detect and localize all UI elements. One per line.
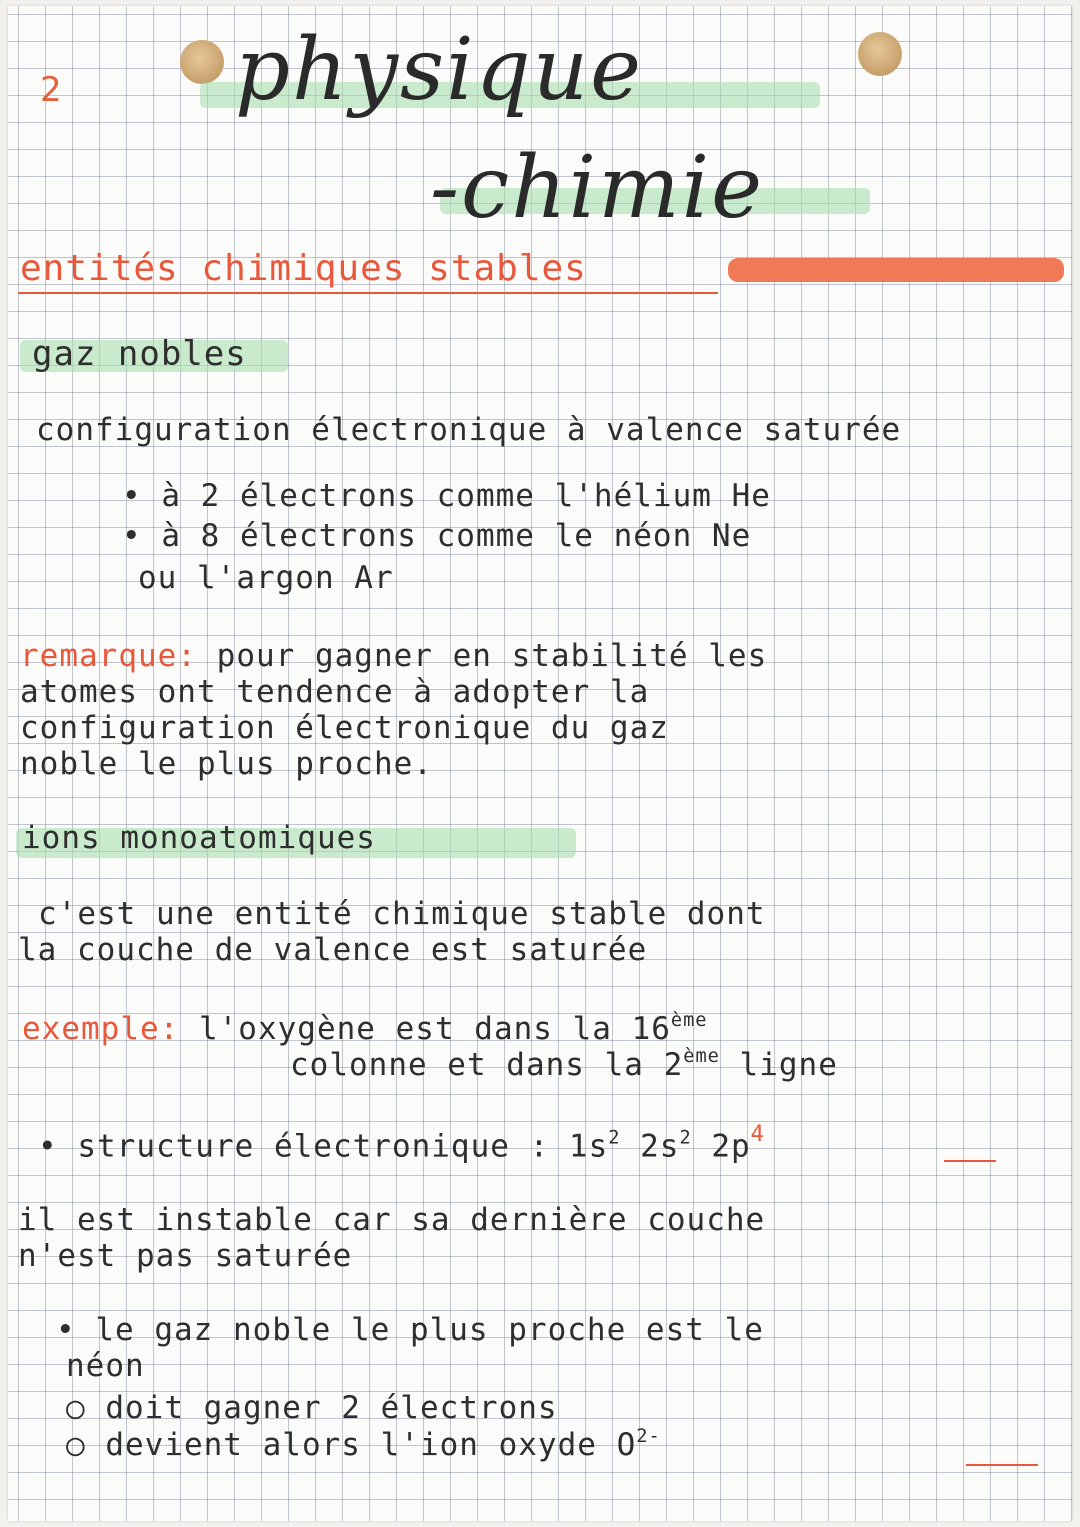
section-heading: entités chimiques stables — [20, 248, 587, 289]
example-label: exemple: — [22, 1011, 180, 1048]
superscript: ème — [683, 1046, 720, 1067]
structure-underline — [944, 1160, 996, 1162]
unstable-line2: n'est pas saturée — [18, 1238, 353, 1274]
example-text: ligne — [719, 1047, 838, 1084]
section-heading-underline — [18, 292, 718, 294]
step-text: devient alors l'ion oxyde O — [105, 1427, 637, 1464]
structure-text: 2p — [691, 1128, 751, 1165]
page-title-line2: -chimie — [430, 138, 765, 238]
binder-hole-left — [180, 40, 224, 84]
remark-label: remarque: — [20, 638, 197, 674]
remark-text: pour gagner en stabilité les — [216, 638, 768, 674]
structure-text: 2s — [620, 1128, 680, 1165]
example-line1 — [22, 1010, 708, 1047]
structure-text: structure électronique : 1s — [77, 1128, 609, 1165]
remark-line1 — [20, 638, 767, 674]
step-item: ○ devient alors l'ion oxyde $O^{2-}$ — [66, 1426, 661, 1464]
noble-gases-definition: configuration électronique à valence saturée — [36, 412, 902, 448]
ion-charge: 2- — [636, 1426, 661, 1447]
superscript: 4 — [750, 1122, 765, 1147]
example-text: l'oxygène est dans la 16 — [198, 1011, 671, 1048]
closest-line1: • le gaz noble le plus proche est le — [56, 1312, 764, 1348]
bullet-text: à 8 électrons comme le néon Ne — [161, 518, 752, 554]
superscript: 2 — [679, 1127, 692, 1149]
bullet-text: à 2 électrons comme l'hélium He — [161, 478, 771, 514]
ion-underline — [966, 1464, 1038, 1466]
bullet-item: • à 8 électrons comme le néon Ne — [122, 518, 752, 554]
example-text: colonne et dans la 2 — [290, 1047, 684, 1084]
remark-line2: atomes ont tendence à adopter la — [20, 674, 650, 710]
binder-hole-right — [858, 32, 902, 76]
closest-text: le gaz noble le plus proche est le — [95, 1312, 764, 1348]
ions-line2: la couche de valence est saturée — [18, 932, 648, 968]
unstable-line1: il est instable car sa dernière couche — [18, 1202, 766, 1238]
remark-line4: noble le plus proche. — [20, 746, 433, 782]
ions-heading: ions monoatomiques — [22, 820, 376, 856]
ions-line1: c'est une entité chimique stable dont — [38, 896, 766, 932]
page-title-line1: physique — [235, 20, 643, 120]
electron-structure: • structure électronique : $1s^2$ $2s^2$ $2p^4$ — [38, 1122, 765, 1165]
superscript: 2 — [608, 1127, 621, 1149]
noble-gases-heading: gaz nobles — [32, 334, 247, 374]
example-line2 — [290, 1046, 838, 1083]
step-text: doit gagner 2 électrons — [105, 1390, 558, 1426]
superscript: ème — [670, 1010, 708, 1031]
remark-line3: configuration électronique du gaz — [20, 710, 669, 746]
step-item: ○ doit gagner 2 électrons — [66, 1390, 558, 1426]
bullet-item: • à 2 électrons comme l'hélium He — [122, 478, 771, 514]
heading-marker — [728, 258, 1064, 282]
bullet-continuation: ou l'argon Ar — [138, 560, 394, 596]
page-number: 2 — [40, 70, 62, 110]
closest-line2: néon — [66, 1348, 145, 1384]
